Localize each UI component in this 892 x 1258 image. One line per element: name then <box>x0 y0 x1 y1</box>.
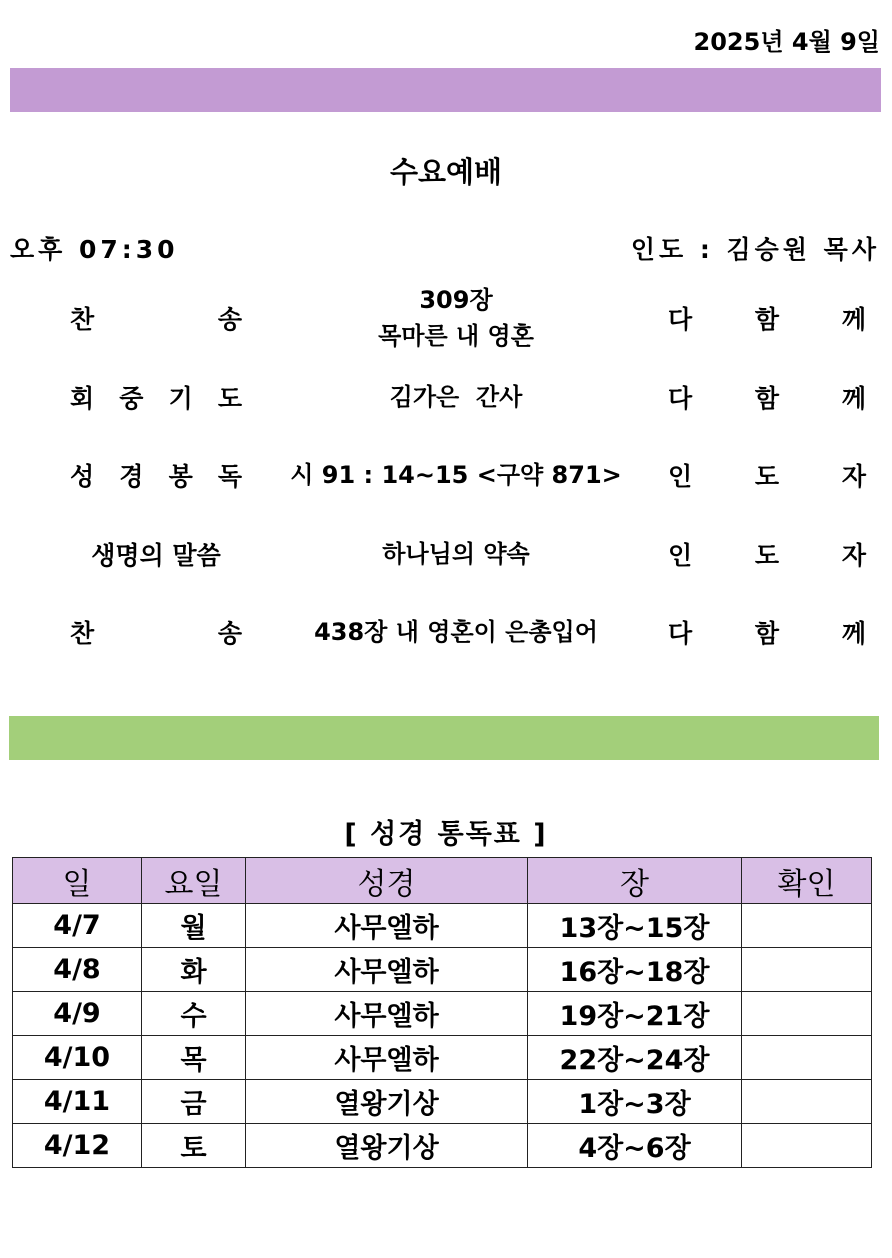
order-item-participant <box>668 440 866 510</box>
order-item <box>0 440 892 510</box>
header-weekday: 요일 <box>142 858 246 904</box>
cell-book: 열왕기상 <box>246 1124 528 1168</box>
cell-chapters: 16장~18장 <box>528 948 742 992</box>
order-item-name-char: 회 <box>70 384 95 413</box>
order-item <box>0 283 892 353</box>
order-item-name-char: 기 <box>168 384 193 413</box>
cell-weekday: 토 <box>142 1124 246 1168</box>
table-row <box>13 904 872 948</box>
order-item-name-char: 성 <box>70 462 95 491</box>
order-item-participant <box>668 362 866 432</box>
order-item-content <box>270 597 642 667</box>
header-book: 성경 <box>246 858 528 904</box>
table-header-row <box>13 858 872 904</box>
order-item-participant-char: 께 <box>841 384 866 413</box>
table-row <box>13 992 872 1036</box>
cell-weekday: 금 <box>142 1080 246 1124</box>
purple-divider-bar <box>10 68 881 112</box>
table-row <box>13 1036 872 1080</box>
service-leader: 인도 : 김승원 목사 <box>630 235 880 264</box>
order-item-participant-char: 함 <box>754 305 780 334</box>
order-item <box>0 519 892 589</box>
order-item-participant <box>668 597 866 667</box>
order-item-participant-char: 도 <box>754 541 780 570</box>
header-day: 일 <box>13 858 142 904</box>
cell-weekday: 월 <box>142 904 246 948</box>
order-item-content-line: 김가은 간사 <box>389 383 523 411</box>
order-item-content <box>270 519 642 589</box>
order-item-name-char: 찬 <box>70 619 95 648</box>
green-divider-bar <box>9 716 879 760</box>
bulletin-date: 2025년 4월 9일 <box>693 28 880 56</box>
order-item-participant-char: 함 <box>754 619 780 648</box>
order-item-name <box>70 440 242 510</box>
order-item-participant-char: 다 <box>668 384 693 413</box>
service-time: 오후 07:30 <box>10 235 179 264</box>
order-item-content <box>270 362 642 432</box>
cell-chapters: 4장~6장 <box>528 1124 742 1168</box>
order-item-name-char: 생명의 말씀 <box>91 541 221 570</box>
order-item-content-line: 시 91 : 14~15 <구약 871> <box>290 461 622 489</box>
bible-reading-table <box>12 857 872 1168</box>
order-item-participant-char: 다 <box>668 305 693 334</box>
cell-chapters: 19장~21장 <box>528 992 742 1036</box>
order-item-name <box>70 283 242 353</box>
service-title: 수요예배 <box>389 155 503 189</box>
order-item-name-char: 송 <box>217 305 242 334</box>
reading-table-title: [ 성경 통독표 ] <box>344 819 548 850</box>
order-item-participant-char: 께 <box>841 619 866 648</box>
cell-day: 4/10 <box>13 1036 142 1080</box>
cell-chapters: 13장~15장 <box>528 904 742 948</box>
cell-day: 4/8 <box>13 948 142 992</box>
order-item-participant-char: 께 <box>841 305 866 334</box>
order-item-participant-char: 다 <box>668 619 693 648</box>
order-item-content-line: 목마른 내 영혼 <box>378 322 534 350</box>
cell-book: 사무엘하 <box>246 948 528 992</box>
order-item-content-line: 하나님의 약속 <box>382 540 530 568</box>
order-item-name-char: 송 <box>217 619 242 648</box>
cell-weekday: 목 <box>142 1036 246 1080</box>
cell-book: 열왕기상 <box>246 1080 528 1124</box>
cell-chapters: 22장~24장 <box>528 1036 742 1080</box>
order-item-content-line: 438장 내 영혼이 은총입어 <box>314 618 598 646</box>
cell-book: 사무엘하 <box>246 904 528 948</box>
cell-chapters: 1장~3장 <box>528 1080 742 1124</box>
cell-check[interactable] <box>742 948 872 992</box>
cell-weekday: 화 <box>142 948 246 992</box>
table-row <box>13 1124 872 1168</box>
order-item-name-char: 찬 <box>70 305 95 334</box>
order-item-participant-char: 자 <box>841 462 866 491</box>
cell-check[interactable] <box>742 1080 872 1124</box>
order-item-name <box>70 519 242 589</box>
cell-day: 4/9 <box>13 992 142 1036</box>
cell-check[interactable] <box>742 1124 872 1168</box>
order-item-content-line: 309장 <box>419 286 493 314</box>
order-item <box>0 597 892 667</box>
order-item-participant-char: 자 <box>841 541 866 570</box>
cell-check[interactable] <box>742 1036 872 1080</box>
order-item-participant <box>668 283 866 353</box>
order-item-name <box>70 362 242 432</box>
order-item-name-char: 독 <box>217 462 242 491</box>
cell-day: 4/7 <box>13 904 142 948</box>
cell-check[interactable] <box>742 904 872 948</box>
order-item-participant-char: 인 <box>668 541 693 570</box>
order-item <box>0 362 892 432</box>
order-item-name-char: 중 <box>119 384 144 413</box>
order-item-content <box>270 440 642 510</box>
cell-book: 사무엘하 <box>246 992 528 1036</box>
table-row <box>13 1080 872 1124</box>
order-item-participant-char: 함 <box>754 384 780 413</box>
order-item-participant-char: 도 <box>754 462 780 491</box>
header-check: 확인 <box>742 858 872 904</box>
cell-weekday: 수 <box>142 992 246 1036</box>
order-item-participant <box>668 519 866 589</box>
order-item-name-char: 도 <box>217 384 242 413</box>
cell-day: 4/11 <box>13 1080 142 1124</box>
cell-day: 4/12 <box>13 1124 142 1168</box>
cell-check[interactable] <box>742 992 872 1036</box>
order-item-name <box>70 597 242 667</box>
header-chapters: 장 <box>528 858 742 904</box>
table-row <box>13 948 872 992</box>
cell-book: 사무엘하 <box>246 1036 528 1080</box>
order-item-content <box>270 283 642 353</box>
order-item-name-char: 봉 <box>168 462 193 491</box>
order-item-name-char: 경 <box>119 462 144 491</box>
order-item-participant-char: 인 <box>668 462 693 491</box>
